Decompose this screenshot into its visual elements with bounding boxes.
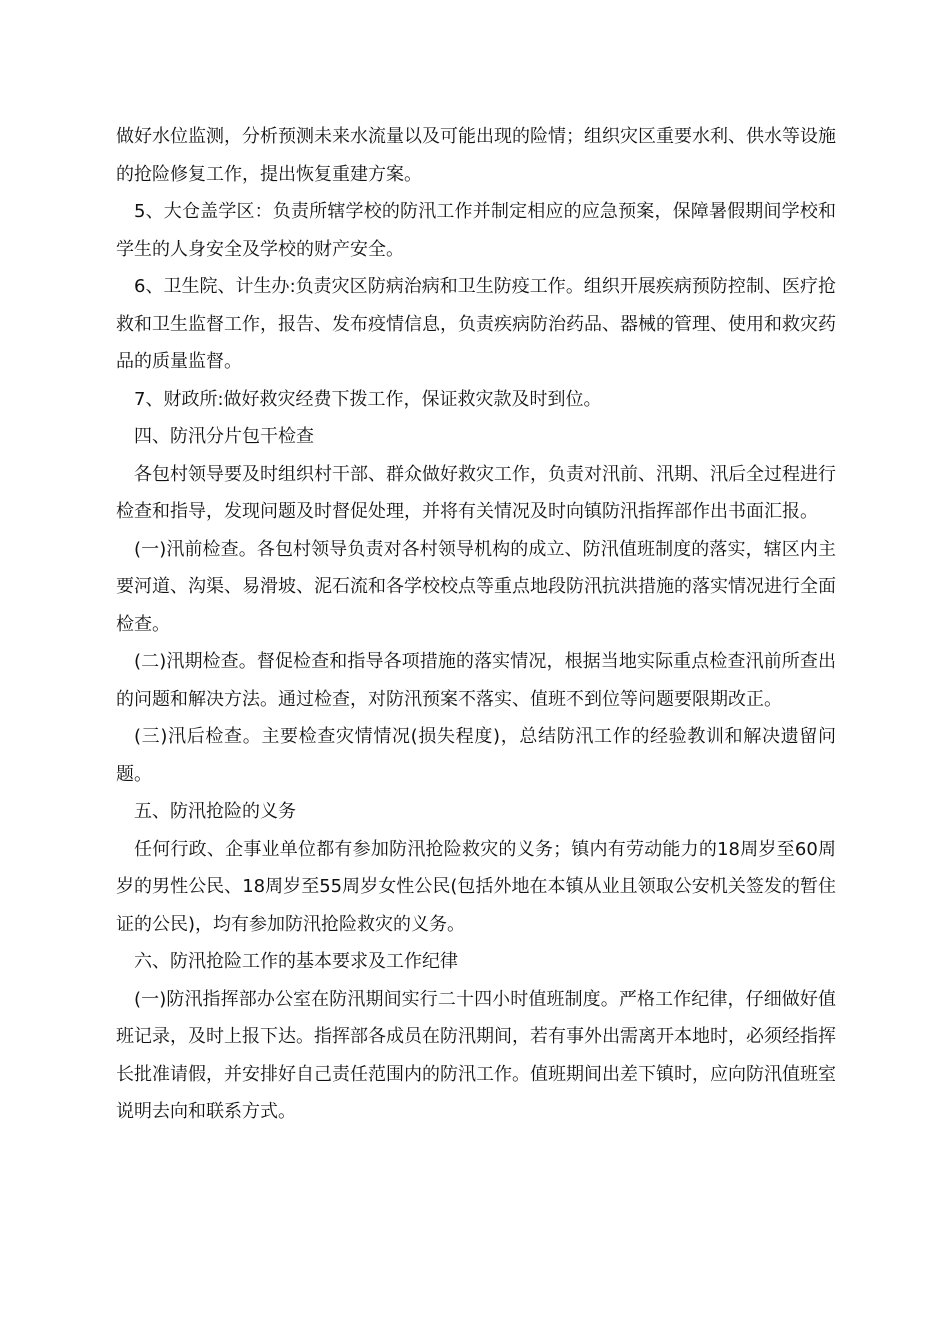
paragraph-item-6-health-center: 6、卫生院、计生办:负责灾区防病治病和卫生防疫工作。组织开展疾病预防控制、医疗抢救和卫生监督工作，报告、发布疫情信息，负责疾病防治药品、器械的管理、使用和救灾药品的质量监督。 <box>116 276 836 372</box>
section-heading-4: 四、防汛分片包干检查 <box>134 426 314 447</box>
paragraph-post-flood-inspection: (三)汛后检查。主要检查灾情情况(损失程度)，总结防汛工作的经验教训和解决遗留问题。 <box>116 726 836 785</box>
paragraph-obligations: 任何行政、企事业单位都有参加防汛抢险救灾的义务；镇内有劳动能力的18周岁至60周岁的男性公民、18周岁至55周岁女性公民(包括外地在本镇从业且领取公安机关签发的暂住证的公民)，均有参加防汛抢险救灾的义务。 <box>116 838 836 935</box>
section-heading-6: 六、防汛抢险工作的基本要求及工作纪律 <box>134 951 458 972</box>
section-heading-5: 五、防汛抢险的义务 <box>134 801 296 822</box>
paragraph-water-monitoring: 做好水位监测，分析预测未来水流量以及可能出现的险情；组织灾区重要水利、供水等设施的抢险修复工作，提出恢复重建方案。 <box>116 126 836 185</box>
paragraph-flood-period-inspection: (二)汛期检查。督促检查和指导各项措施的落实情况，根据当地实际重点检查汛前所查出的问题和解决方法。通过检查，对防汛预案不落实、值班不到位等问题要限期改正。 <box>116 651 836 710</box>
paragraph-item-5-school-district: 5、大仓盖学区：负责所辖学校的防汛工作并制定相应的应急预案，保障暑假期间学校和学生的人身安全及学校的财产安全。 <box>116 201 836 260</box>
paragraph-village-leaders: 各包村领导要及时组织村干部、群众做好救灾工作，负责对汛前、汛期、汛后全过程进行检查和指导，发现问题及时督促处理，并将有关情况及时向镇防汛指挥部作出书面汇报。 <box>116 463 836 522</box>
paragraph-duty-system: (一)防汛指挥部办公室在防汛期间实行二十四小时值班制度。严格工作纪律，仔细做好值班记录，及时上报下达。指挥部各成员在防汛期间，若有事外出需离开本地时，必须经指挥长批准请假，并安排好自己责任范围内的防汛工作。值班期间出差下镇时，应向防汛值班室说明去向和联系方式。 <box>116 988 836 1122</box>
paragraph-item-7-finance-office: 7、财政所:做好救灾经费下拨工作，保证救灾款及时到位。 <box>134 388 602 410</box>
paragraph-pre-flood-inspection: (一)汛前检查。各包村领导负责对各村领导机构的成立、防汛值班制度的落实，辖区内主要河道、沟渠、易滑坡、泥石流和各学校校点等重点地段防汛抗洪措施的落实情况进行全面检查。 <box>116 538 836 635</box>
document-page <box>116 118 836 1131</box>
